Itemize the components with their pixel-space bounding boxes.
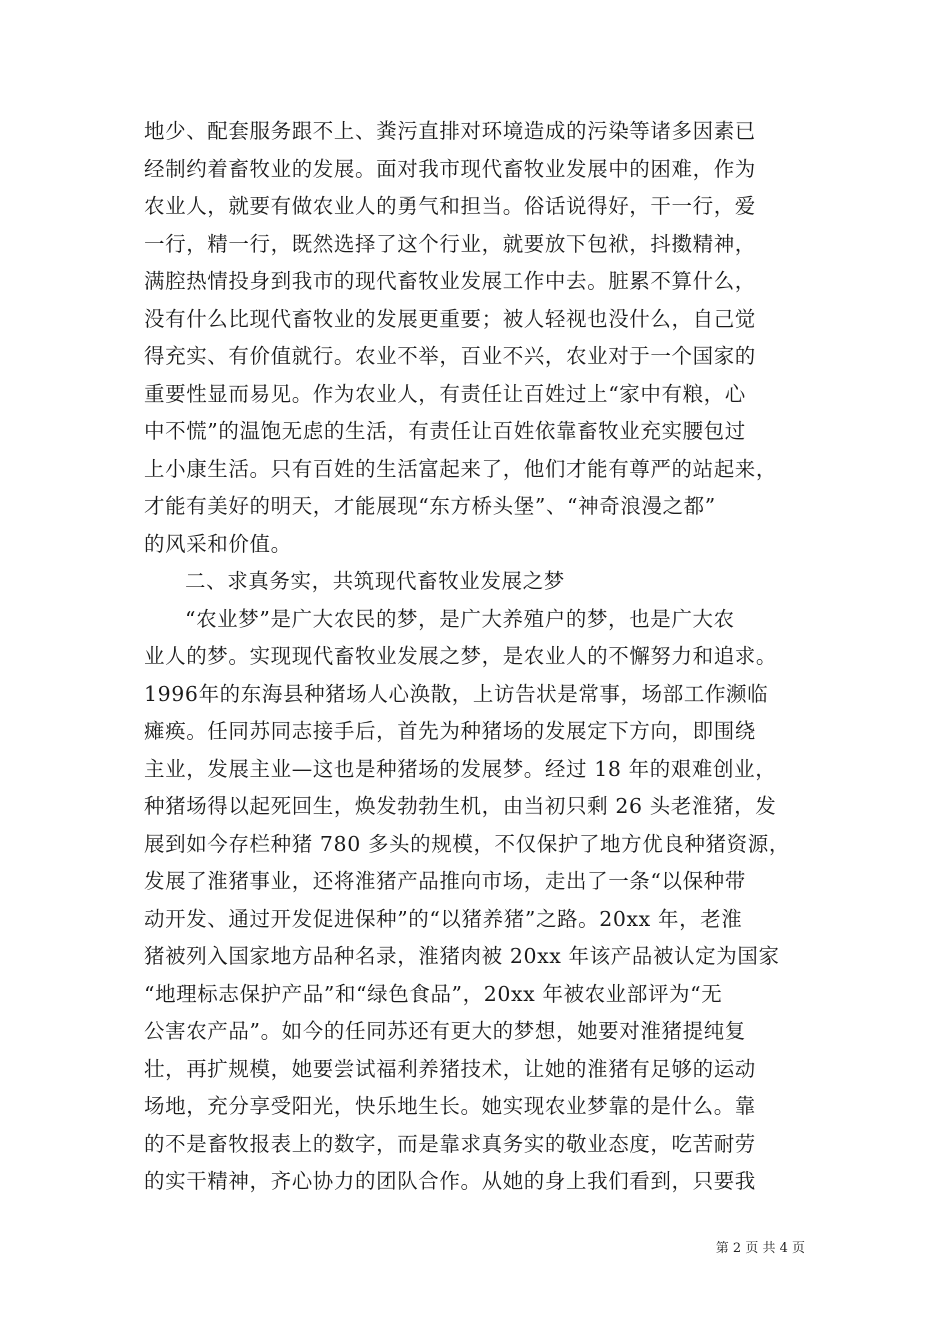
text-line: 的实干精神，齐心协力的团队合作。从她的身上我们看到，只要我: [144, 1169, 756, 1193]
text-line: 得充实、有价值就行。农业不举，百业不兴，农业对于一个国家的: [144, 344, 756, 368]
page-footer: [716, 1240, 805, 1258]
text-line: 公害农产品”。如今的任同苏还有更大的梦想，她要对淮猪提纯复: [144, 1019, 746, 1043]
text-line: 壮，再扩规模，她要尝试福利养猪技术，让她的淮猪有足够的运动: [144, 1056, 756, 1081]
paragraph-first-line: “农业梦”是广大农民的梦，是广大养殖户的梦，也是广大农: [185, 606, 735, 631]
text-line: 动开发、通过开发促进保种”的“以猪养猪”之路。20xx 年，老淮: [144, 906, 743, 931]
text-line: 的风采和价值。: [144, 531, 292, 556]
text-line: 种猪场得以起死回生，焕发勃勃生机，由当初只剩 26 头老淮猪，发: [144, 794, 777, 818]
text-line: 满腔热情投身到我市的现代畜牧业发展工作中去。脏累不算什么，: [144, 269, 756, 293]
section-heading: 二、求真务实，共筑现代畜牧业发展之梦: [185, 569, 565, 593]
text-line: 业人的梦。实现现代畜牧业发展之梦，是农业人的不懈努力和追求。: [144, 644, 777, 668]
text-line: 经制约着畜牧业的发展。面对我市现代畜牧业发展中的困难，作为: [144, 156, 756, 181]
text-line: 发展了淮猪事业，还将淮猪产品推向市场，走出了一条“以保种带: [144, 869, 746, 893]
text-line: 才能有美好的明天，才能展现“东方桥头堡”、“神奇浪漫之都”: [144, 494, 716, 518]
text-line: 农业人，就要有做农业人的勇气和担当。俗话说得好，干一行，爱: [144, 194, 756, 218]
text-line: 主业，发展主业—这也是种猪场的发展梦。经过 18 年的艰难创业，: [144, 756, 777, 781]
text-line: 地少、配套服务跟不上、粪污直排对环境造成的污染等诸多因素已: [144, 119, 756, 143]
text-line: 上小康生活。只有百姓的生活富起来了，他们才能有尊严的站起来，: [144, 456, 777, 481]
text-line: 瘫痪。任同苏同志接手后，首先为种猪场的发展定下方向，即围绕: [144, 719, 756, 743]
text-line: 展到如今存栏种猪 780 多头的规模，不仅保护了地方优良种猪资源，: [144, 831, 790, 856]
text-line: 重要性显而易见。作为农业人，有责任让百姓过上“家中有粮，心: [144, 381, 746, 406]
text-line: 的不是畜牧报表上的数字，而是靠求真务实的敬业态度，吃苦耐劳: [144, 1131, 756, 1156]
text-line: 中不慌”的温饱无虑的生活，有责任让百姓依靠畜牧业充实腰包过: [144, 419, 746, 443]
text-line: 没有什么比现代畜牧业的发展更重要；被人轻视也没什么，自己觉: [144, 306, 756, 331]
text-line: 场地，充分享受阳光，快乐地生长。她实现农业梦靠的是什么。靠: [144, 1094, 756, 1118]
text-line: “地理标志保护产品”和“绿色食品”，20xx 年被农业部评为“无: [144, 981, 723, 1006]
page-number: 第 2 页 共 4 页: [715, 1241, 805, 1256]
text-line: 1996年的东海县种猪场人心涣散，上访告状是常事，场部工作濒临: [144, 681, 769, 706]
text-line: 一行，精一行，既然选择了这个行业，就要放下包袱，抖擞精神，: [144, 231, 756, 256]
body-text: [144, 113, 804, 1201]
text-line: 猪被列入国家地方品种名录，淮猪肉被 20xx 年该产品被认定为国家: [144, 944, 780, 968]
